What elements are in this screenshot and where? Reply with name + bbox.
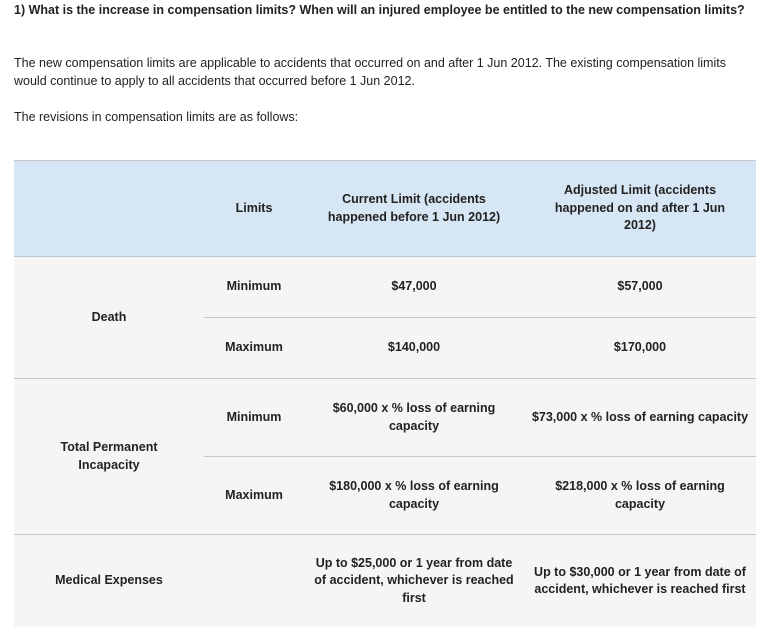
- header-adjusted-limit: Adjusted Limit (accidents happened on and after 1 Jun 2012): [524, 161, 756, 257]
- header-limits: Limits: [204, 161, 304, 257]
- table-header-row: [14, 161, 756, 257]
- limit-label-minimum: Minimum: [204, 379, 304, 457]
- question-heading: 1) What is the increase in compensation limits? When will an injured employee be entitled to the new compensation limits?: [14, 3, 745, 17]
- limit-label-minimum: Minimum: [204, 257, 304, 318]
- death-max-current: $140,000: [304, 318, 524, 379]
- tpi-max-adjusted: $218,000 x % loss of earning capacity: [524, 457, 756, 535]
- header-current-limit: Current Limit (accidents happened before 1 Jun 2012): [304, 161, 524, 257]
- table-row: [14, 535, 756, 628]
- death-max-adjusted: $170,000: [524, 318, 756, 379]
- category-medical-expenses: Medical Expenses: [14, 535, 204, 628]
- limit-label-maximum: Maximum: [204, 318, 304, 379]
- medical-adjusted: Up to $30,000 or 1 year from date of accident, whichever is reached first: [524, 535, 756, 628]
- table-row: [14, 379, 756, 457]
- medical-current: Up to $25,000 or 1 year from date of accident, whichever is reached first: [304, 535, 524, 628]
- tpi-min-current: $60,000 x % loss of earning capacity: [304, 379, 524, 457]
- applicability-paragraph: The new compensation limits are applicable to accidents that occurred on and after 1 Jun 2012. The existing compensation limits would continue to apply to all accidents that occurred before 1 Jun 2012.: [14, 56, 726, 88]
- tpi-max-current: $180,000 x % loss of earning capacity: [304, 457, 524, 535]
- limit-label-maximum: Maximum: [204, 457, 304, 535]
- header-category: [14, 161, 204, 257]
- revisions-intro: The revisions in compensation limits are as follows:: [14, 110, 299, 124]
- compensation-limits-table: [14, 160, 756, 627]
- death-min-current: $47,000: [304, 257, 524, 318]
- category-death: Death: [14, 257, 204, 379]
- category-total-permanent-incapacity: Total Permanent Incapacity: [14, 379, 204, 535]
- table-row: [14, 257, 756, 318]
- medical-limits: [204, 535, 304, 628]
- death-min-adjusted: $57,000: [524, 257, 756, 318]
- tpi-min-adjusted: $73,000 x % loss of earning capacity: [524, 379, 756, 457]
